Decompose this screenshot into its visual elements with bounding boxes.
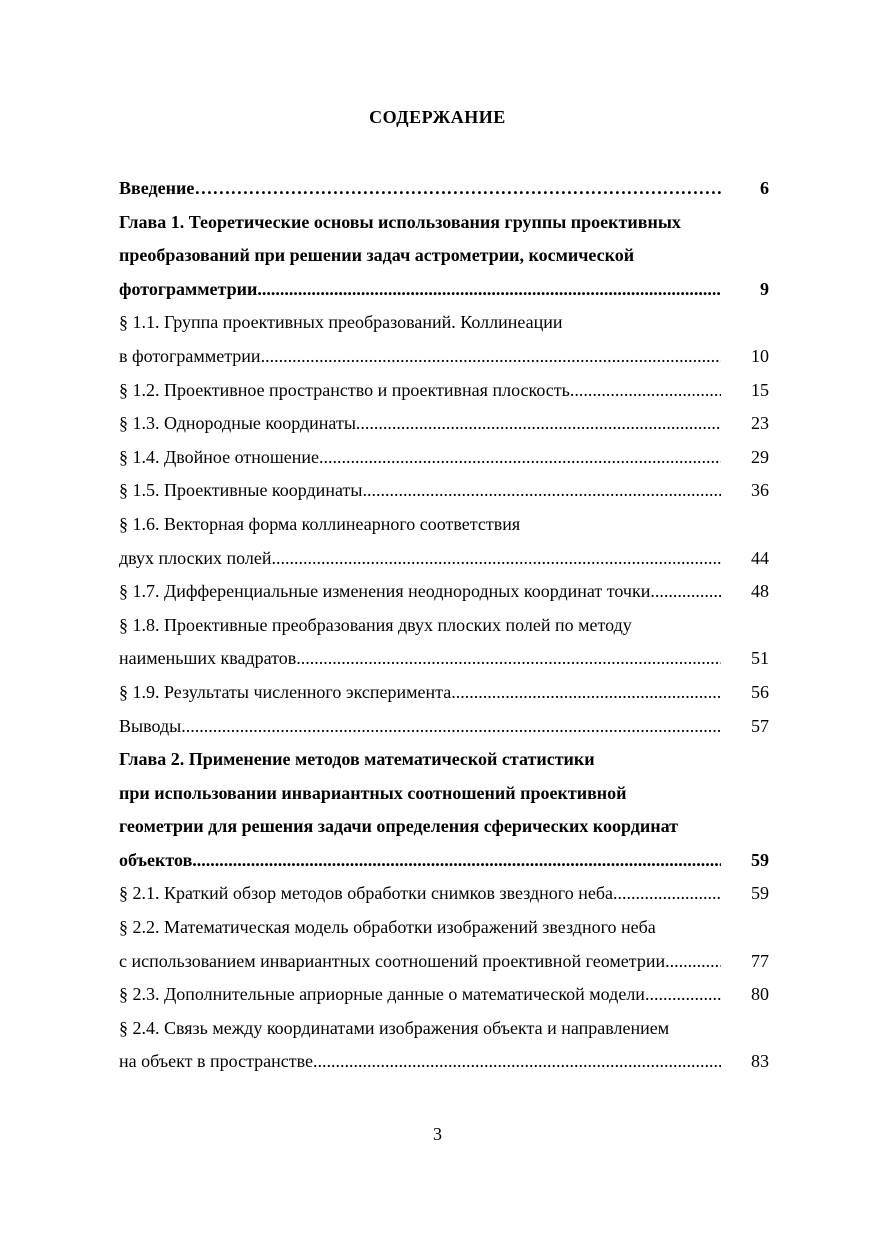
toc-page-number: 57 <box>751 715 769 736</box>
toc-entry-section-1-7[interactable] <box>119 575 769 609</box>
toc-section-1-6-line-1: § 1.6. Векторная форма коллинеарного соответствия <box>119 513 521 534</box>
toc-entry-title: § 1.3. Однородные координаты <box>119 413 356 434</box>
toc-section-1-8-line-1: § 1.8. Проективные преобразования двух плоских полей по методу <box>119 614 632 635</box>
toc-leader-dots <box>319 441 721 475</box>
toc-chapter-1-line-2: преобразований при решении задач астрометрии, космической <box>119 245 635 266</box>
toc-page-number: 44 <box>751 547 769 568</box>
toc-entry-title: § 1.2. Проективное пространство и проективная плоскость <box>119 379 570 400</box>
toc-entry-title: объектов <box>119 849 193 870</box>
toc-entry-title: § 1.9. Результаты численного эксперимента <box>119 681 452 702</box>
toc-page-number: 36 <box>751 480 769 501</box>
toc-chapter-1-line-1: Глава 1. Теоретические основы использования группы проективных <box>119 211 681 232</box>
toc-page-number: 56 <box>751 681 769 702</box>
toc-entry-section-1-1[interactable] <box>119 340 769 374</box>
toc-leader-dots <box>362 474 721 508</box>
toc-leader-dots <box>613 877 721 911</box>
toc-entry-section-1-3[interactable] <box>119 407 769 441</box>
toc-entry-section-2-1[interactable] <box>119 877 769 911</box>
toc-leader-dots <box>650 575 721 609</box>
toc-leader-dots <box>257 273 721 307</box>
toc-entry-title: § 2.3. Дополнительные априорные данные о математической модели <box>119 984 645 1005</box>
toc-page-number: 83 <box>751 1051 769 1072</box>
toc-section-2-4-line-1: § 2.4. Связь между координатами изображения объекта и направлением <box>119 1017 670 1038</box>
toc-entry-title: с использованием инвариантных соотношений проективной геометрии <box>119 950 666 971</box>
toc-page-number: 59 <box>751 849 769 870</box>
toc-page-number: 48 <box>751 581 769 602</box>
toc-entry-title: двух плоских полей <box>119 547 272 568</box>
toc-leader-dots <box>181 710 721 744</box>
toc-chapter-2-line-3: геометрии для решения задачи определения сферических координат <box>119 816 678 837</box>
toc-leader-dots <box>645 978 721 1012</box>
toc-entry-title: § 1.5. Проективные координаты <box>119 480 363 501</box>
toc-page-number: 77 <box>751 950 769 971</box>
toc-entry-introduction[interactable] <box>119 172 769 206</box>
toc-leader-dots <box>271 542 721 576</box>
toc-entry-section-1-8[interactable] <box>119 642 769 676</box>
toc-page-number: 9 <box>760 278 769 299</box>
toc-page-number: 51 <box>751 648 769 669</box>
toc-leader-dots <box>261 340 721 374</box>
toc-entry-title: § 2.1. Краткий обзор методов обработки снимков звездного неба <box>119 883 613 904</box>
toc-leader-dots <box>570 374 721 408</box>
toc-page-number: 23 <box>751 413 769 434</box>
toc-entry-title: § 1.4. Двойное отношение <box>119 446 319 467</box>
toc-entry-section-1-2[interactable] <box>119 374 769 408</box>
toc-page-number: 6 <box>760 178 769 198</box>
toc-page-number: 29 <box>751 446 769 467</box>
toc-entry-section-1-9[interactable] <box>119 676 769 710</box>
toc-section-1-1-line-1: § 1.1. Группа проективных преобразований. Коллинеации <box>119 312 563 333</box>
table-of-contents <box>119 172 769 1079</box>
toc-entry-section-2-2[interactable] <box>119 945 769 979</box>
toc-entry-section-1-5[interactable] <box>119 474 769 508</box>
toc-entry-title: Введение <box>119 178 195 198</box>
toc-entry-section-1-4[interactable] <box>119 441 769 475</box>
page-title: СОДЕРЖАНИЕ <box>369 107 506 127</box>
toc-leader-dots <box>356 407 721 441</box>
toc-section-2-2-line-1: § 2.2. Математическая модель обработки изображений звездного неба <box>119 917 656 938</box>
toc-entry-section-2-3[interactable] <box>119 978 769 1012</box>
toc-entry-title: наименьших квадратов <box>119 648 297 669</box>
toc-chapter-2-line-1: Глава 2. Применение методов математической статистики <box>119 749 595 770</box>
toc-entry-chapter-1[interactable] <box>119 273 769 307</box>
toc-entry-title: § 1.7. Дифференциальные изменения неоднородных координат точки <box>119 581 651 602</box>
page-number: 3 <box>433 1124 442 1144</box>
toc-entry-chapter-2[interactable] <box>119 844 769 878</box>
toc-leader-dots <box>313 1045 721 1079</box>
toc-entry-title: Выводы <box>119 715 182 736</box>
toc-entry-section-1-6[interactable] <box>119 542 769 576</box>
toc-entry-conclusions[interactable] <box>119 710 769 744</box>
toc-page-number: 10 <box>751 345 769 366</box>
toc-leader-dots <box>451 676 721 710</box>
toc-leader-dots <box>665 945 721 979</box>
toc-leader-dots <box>194 172 723 206</box>
toc-leader-dots <box>192 844 721 878</box>
toc-page-number: 59 <box>751 883 769 904</box>
toc-page-number: 15 <box>751 379 769 400</box>
toc-entry-title: на объект в пространстве <box>119 1051 314 1072</box>
toc-leader-dots <box>296 642 721 676</box>
toc-entry-title: в фотограмметрии <box>119 345 261 366</box>
toc-entry-title: фотограмметрии <box>119 278 258 299</box>
toc-chapter-2-line-2: при использовании инвариантных соотношений проективной <box>119 782 627 803</box>
toc-entry-section-2-4[interactable] <box>119 1045 769 1079</box>
toc-page-number: 80 <box>751 984 769 1005</box>
